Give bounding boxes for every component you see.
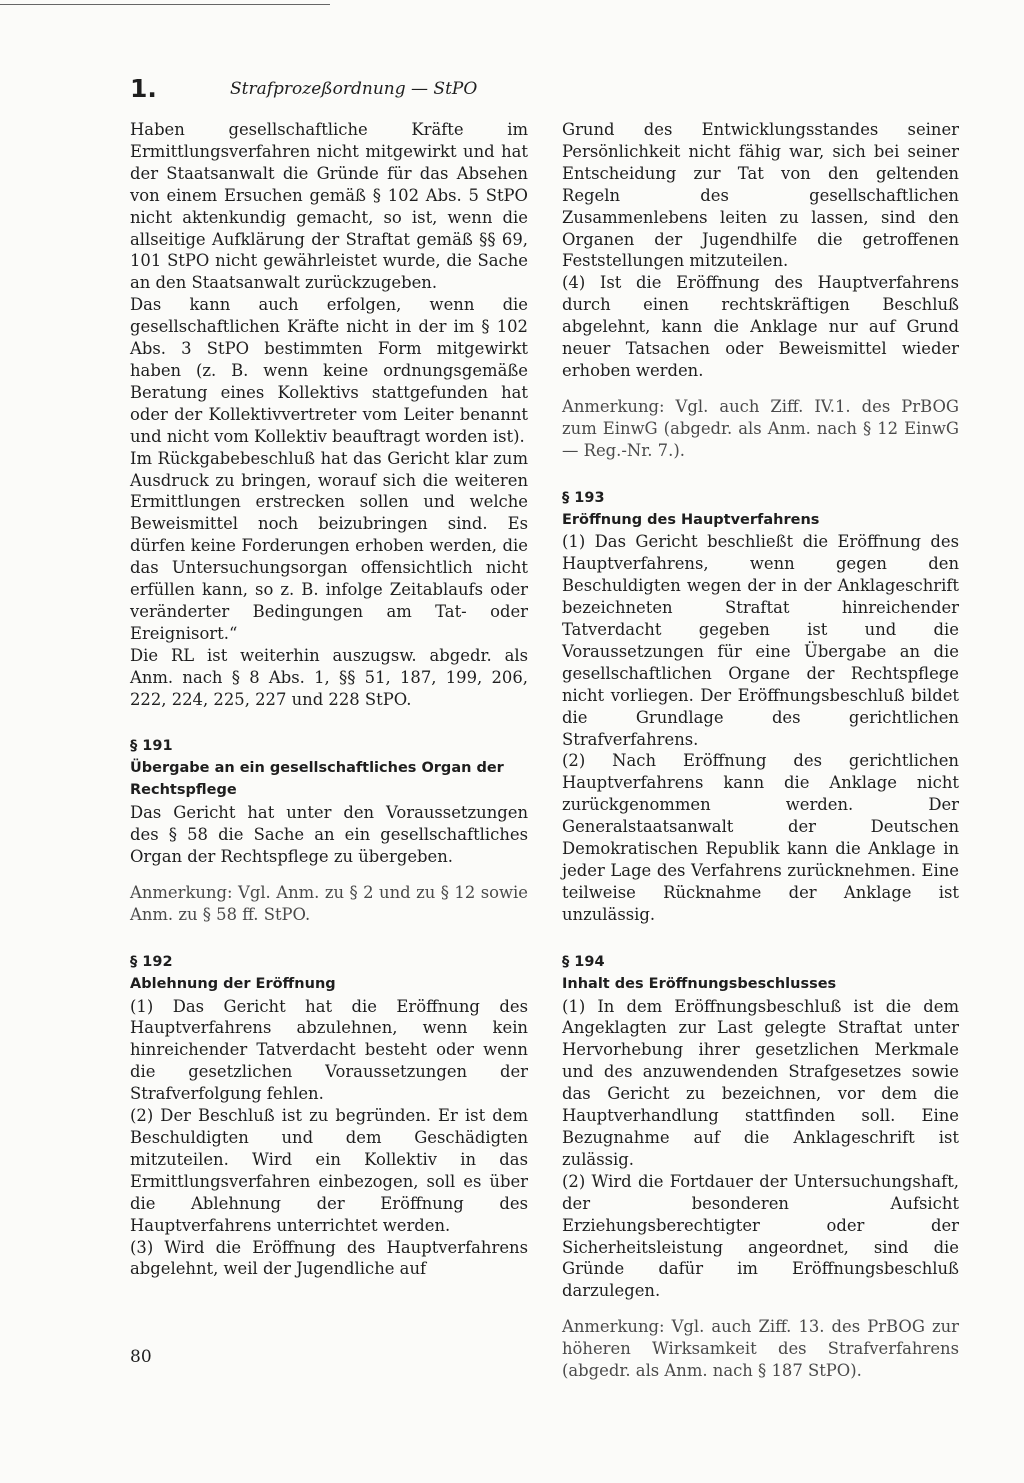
section-paragraph: (2) Der Beschluß ist zu begründen. Er ist dem Beschuldigten und dem Geschädigten mitzuteilen. Wird ein Kollektiv in das Ermittlungsverfahren einbezogen, soll es über die Ablehnung der Eröffnung des Hauptverfahrens unterrichtet werden. (130, 1106, 528, 1235)
intro-paragraph: Die RL ist weiterhin auszugsw. abgedr. als Anm. nach § 8 Abs. 1, §§ 51, 187, 199, 206, 222, 224, 225, 227 und 228 StPO. (130, 645, 528, 709)
section-paragraph: (4) Ist die Eröffnung des Hauptverfahrens durch einen rechtskräftigen Beschluß abgelehnt, kann die Anklage nur auf Grund neuer Tatsachen oder Beweismittel wieder erhoben werden. (562, 273, 959, 380)
running-title: Strafprozeßordnung — StPO (230, 79, 478, 99)
section-paragraph: (1) In dem Eröffnungsbeschluß ist die dem Angeklagten zur Last gelegte Straftat unter Hervorhebung ihrer gesetzlichen Merkmale und des anzuwendenden Strafgesetzes sowie das Gericht zu bezeichnen, vor dem die Hauptverhandlung stattfinden soll. Eine Bezugnahme auf die Anklageschrift ist zulässig. (562, 996, 959, 1169)
top-rule (0, 4, 330, 5)
section-paragraph: (1) Das Gericht beschließt die Eröffnung des Hauptverfahrens, wenn gegen den Beschuldigten wegen der in der Anklageschrift bezeichneten Straftat hinreichender Tatverdacht gegeben ist und die Voraussetzungen für eine Übergabe an die gesellschaftlichen Organe der Rechtspflege nicht vorliegen. Der Eröffnungsbeschluß bildet die Grundlage des gerichtlichen Strafverfahrens. (562, 532, 959, 749)
section-paragraph: (1) Das Gericht hat die Eröffnung des Hauptverfahrens abzulehnen, wenn kein hinreichender Tatverdacht besteht oder wenn die gesetzlichen Voraussetzungen der Strafverfolgung fehlen. (130, 996, 528, 1104)
right-column (562, 119, 959, 1382)
section-title: Eröffnung des Hauptverfahrens (562, 511, 820, 528)
section-number: § 193 (562, 489, 605, 506)
continuation-paragraph: Grund des Entwicklungsstandes seiner Persönlichkeit nicht fähig war, sich bei seiner Entscheidung zur Tat von den geltenden Regeln des gesellschaftlichen Zusammenlebens leiten zu lassen, sind den Organen der Jugendhilfe die getroffenen Feststellungen mitzuteilen. (562, 120, 959, 271)
intro-paragraph: Haben gesellschaftliche Kräfte im Ermittlungsverfahren nicht mitgewirkt und hat der Staatsanwalt die Gründe für das Absehen von einem Ersuchen gemäß § 102 Abs. 5 StPO nicht aktenkundig gemacht, so ist, wenn die allseitige Aufklärung der Straftat gemäß §§ 69, 101 StPO nicht gewährleistet wurde, die Sache an den Staatsanwalt zurückzugeben. (130, 120, 528, 293)
page-number: 80 (130, 1347, 152, 1367)
section-number: § 192 (130, 953, 173, 970)
section-title: Inhalt des Eröffnungsbeschlusses (562, 975, 837, 992)
section-paragraph: (3) Wird die Eröffnung des Hauptverfahrens abgelehnt, weil der Jugendliche auf (130, 1237, 528, 1279)
intro-paragraph: Im Rückgabebeschluß hat das Gericht klar zum Ausdruck zu bringen, worauf sich die weiteren Ermittlungen erstrecken sollen und welche Beweismittel noch beizubringen sind. Es dürfen keine Forderungen erhoben werden, die das Untersuchungsorgan offensichtlich nicht erfüllen kann, so z. B. infolge Zeitablaufs oder veränderter Bedingungen am Tat- oder Ereignisort.“ (130, 448, 528, 643)
intro-paragraph: Das kann auch erfolgen, wenn die gesellschaftlichen Kräfte nicht in der im § 102 Abs. 3 StPO bestimmten Form mitgewirkt haben (z. B. wenn keine ordnungsgemäße Beratung eines Kollektivs stattgefunden hat oder der Kollektivvertreter vom Leiter benannt und nicht vom Kollektiv beauftragt worden ist). (130, 295, 528, 446)
chapter-number: 1. (130, 74, 157, 103)
section-paragraph: (2) Nach Eröffnung des gerichtlichen Hauptverfahrens kann die Anklage nicht zurückgenommen werden. Der Generalstaatsanwalt der Deutschen Demokratischen Republik kann die Anklage in jeder Lage des Verfahrens zurücknehmen. Eine teilweise Rücknahme der Anklage ist unzulässig. (562, 751, 959, 924)
annotation-note: Anmerkung: Vgl. Anm. zu § 2 und zu § 12 sowie Anm. zu § 58 ff. StPO. (130, 882, 528, 924)
page-header (130, 74, 530, 104)
section-title: Übergabe an ein gesellschaftliches Organ der Rechtspflege (130, 760, 504, 799)
left-column (130, 119, 528, 1280)
section-paragraph: (2) Wird die Fortdauer der Untersuchungshaft, der besonderen Aufsicht Erziehungsberechtigter oder der Sicherheitsleistung angeordnet, sind die Gründe dafür im Eröffnungsbeschluß darzulegen. (562, 1171, 959, 1301)
annotation-note: Anmerkung: Vgl. auch Ziff. 13. des PrBOG zur höheren Wirksamkeit des Strafverfahrens (abgedr. als Anm. nach § 187 StPO). (562, 1317, 959, 1381)
section-number: § 194 (562, 953, 605, 970)
section-number: § 191 (130, 738, 173, 755)
annotation-note: Anmerkung: Vgl. auch Ziff. IV.1. des PrBOG zum EinwG (abgedr. als Anm. nach § 12 EinwG — Reg.-Nr. 7.). (562, 396, 959, 460)
section-title: Ablehnung der Eröffnung (130, 975, 336, 992)
section-text: Das Gericht hat unter den Voraussetzungen des § 58 die Sache an ein gesellschaftliches Organ der Rechtspflege zu übergeben. (130, 803, 528, 866)
